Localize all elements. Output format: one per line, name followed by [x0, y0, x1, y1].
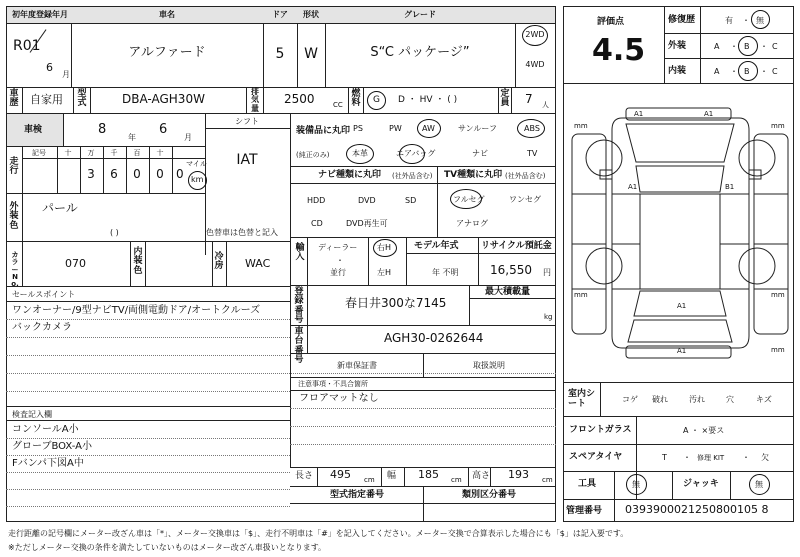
spare-kit: 修理 KIT — [697, 454, 725, 462]
mileage-digit: 3 — [87, 167, 95, 181]
sales-point-line1: ワンオーナー/9型ナビTV/両側電動ドア/オートクルーズ — [12, 305, 261, 316]
first-reg-header: 初年度登録年月 — [12, 10, 68, 19]
mileage-digit: 0 — [176, 167, 184, 181]
import-dealer: ディーラー — [318, 243, 358, 252]
tailgate — [628, 320, 732, 342]
left-side-panel — [572, 134, 606, 334]
seat-item: キズ — [756, 395, 772, 404]
width-header: 幅 — [387, 471, 397, 481]
recycle-unit: 円 — [543, 268, 551, 277]
insp-year: 8 — [98, 122, 107, 137]
equip-ps: PS — [353, 124, 363, 133]
exterior-grade-header: 外装 — [668, 41, 687, 51]
fuel-options: D ・ HV ・ ( ) — [398, 95, 458, 105]
capacity-header: 定員 — [500, 89, 510, 109]
displacement-header: 排気量 — [251, 87, 259, 113]
tv-header: TV種類に丸印 — [444, 170, 503, 180]
first-reg-era: R01 — [13, 38, 41, 54]
nav-dvd-play: DVD再生可 — [346, 219, 388, 228]
tv-sub: (社外品含む) — [505, 172, 546, 180]
tv-oneseg: ワンセグ — [509, 195, 541, 204]
inspector-header: 検査記入欄 — [12, 410, 52, 419]
grade-option: B — [744, 42, 750, 51]
equip-aw: AW — [422, 124, 435, 133]
mgmt-no-header: 管理番号 — [566, 506, 603, 516]
jack-header: ジャッキ — [683, 479, 719, 489]
km-unit: km — [191, 175, 204, 184]
shape-header: 形状 — [303, 10, 319, 19]
insp-month-unit: 月 — [184, 133, 192, 142]
damage-mark: A1 — [634, 110, 644, 118]
spare-header: スペアタイヤ — [569, 452, 623, 462]
displacement-value: 2500 — [284, 92, 315, 106]
fuel-g: G — [373, 95, 380, 105]
shape-value: W — [304, 46, 318, 62]
seat-item: コゲ — [622, 395, 638, 404]
mileage-unit-label: 万 — [87, 149, 95, 157]
mgmt-no-value: 0393900021250800105 8 — [625, 503, 769, 516]
model-year-value: 年 不明 — [432, 268, 459, 277]
front-left-wheel — [586, 140, 622, 176]
recycle-value: 16,550 — [490, 263, 532, 277]
aircon-header: 冷房 — [214, 252, 224, 272]
shift-value: IAT — [236, 152, 258, 168]
tv-fullseg: フルセグ — [453, 195, 485, 204]
chassis-value: AGH30-0262644 — [384, 331, 484, 345]
first-reg-month: 6 — [46, 61, 53, 74]
repair-no: 無 — [756, 16, 764, 25]
mileage-unit-label: 百 — [133, 149, 141, 157]
damage-mark: A1 — [677, 302, 687, 310]
interior-color-header: 内装色 — [133, 247, 143, 276]
capacity-value: 7 — [525, 92, 533, 106]
mm-label: mm — [771, 346, 785, 354]
nav-dvd: DVD — [358, 196, 376, 205]
width-unit: cm — [451, 476, 462, 484]
grade-option: C — [772, 67, 778, 76]
recycle-header: リサイクル預託金 — [481, 241, 552, 251]
width-value: 185 — [418, 468, 439, 481]
height-unit: cm — [542, 476, 553, 484]
spare-ketsu: 欠 — [761, 453, 769, 462]
grade-option: C — [772, 42, 778, 51]
exterior-color-value: パール — [42, 201, 78, 215]
left-h: 左H — [377, 268, 392, 277]
windshield-header: フロントガラス — [569, 425, 632, 435]
mileage-header: 走行 — [9, 157, 19, 177]
seat-item: 破れ — [652, 395, 668, 404]
tv-analog: アナログ — [456, 219, 488, 228]
mileage-unit-label: 十 — [156, 149, 164, 157]
max-load-header: 最大積載量 — [485, 287, 531, 297]
footer-note-2: ※ただしメーター交換の条件を満たしていないものはメーター改ざん車扱いとなります。 — [8, 543, 327, 552]
repair-yes: 有 — [725, 16, 733, 25]
drive-4wd: 4WD — [525, 60, 545, 69]
equip-tv: TV — [527, 149, 538, 158]
tools-header: 工具 — [578, 479, 597, 489]
insp-year-unit: 年 — [128, 133, 136, 142]
inspection-header: 車検 — [24, 125, 43, 135]
right-side-panel — [754, 134, 788, 334]
category-no-header: 類別区分番号 — [461, 490, 517, 500]
mm-label: mm — [574, 122, 588, 130]
sales-point-line2: バックカメラ — [12, 322, 72, 333]
chassis-header: 車台番号 — [294, 327, 304, 366]
car-name-value: アルファード — [128, 45, 206, 60]
damage-mark: A1 — [677, 347, 687, 355]
shift-header: シフト — [235, 117, 259, 126]
color-no-value: 070 — [65, 257, 86, 270]
front-right-wheel — [739, 140, 775, 176]
tools-value: 無 — [632, 480, 640, 489]
spare-dot: ・ — [742, 453, 750, 462]
import-dot: ・ — [336, 256, 344, 265]
exterior-color-header: 外装色 — [9, 202, 19, 231]
grade-option: A — [714, 42, 720, 51]
notes-line1: フロアマットなし — [299, 393, 379, 404]
drive-2wd: 2WD — [525, 30, 545, 39]
car-name-header: 車名 — [159, 10, 175, 19]
score-value: 4.5 — [592, 33, 646, 68]
mm-label: mm — [574, 291, 588, 299]
capacity-unit: 人 — [542, 101, 549, 109]
equip-leather: 本革 — [352, 149, 368, 158]
equip-pw: PW — [389, 124, 402, 133]
grade-option: ・ — [760, 67, 768, 76]
inspector-line2: グローブBOX-A小 — [12, 441, 92, 452]
spare-dot: ・ — [683, 453, 691, 462]
length-value: 495 — [330, 468, 351, 481]
mileage-unit-label: 十 — [64, 149, 72, 157]
car-damage-diagram — [564, 84, 793, 382]
grade-option: B — [744, 67, 750, 76]
grade-header: グレード — [404, 10, 436, 19]
purpose-value: 自家用 — [30, 93, 63, 106]
score-header: 評価点 — [597, 17, 625, 27]
nav-header: ナビ種類に丸印 — [318, 170, 382, 180]
purpose-header: 車歴 — [9, 89, 19, 109]
repair-dot: ・ — [742, 16, 750, 25]
spare-t: T — [662, 453, 667, 462]
nav-hdd: HDD — [307, 196, 326, 205]
sales-point-header: セールスポイント — [12, 290, 76, 299]
grade-option: ・ — [760, 42, 768, 51]
equip-sunroof: サンルーフ — [458, 124, 497, 133]
jack-value: 無 — [755, 480, 763, 489]
length-header: 長さ — [295, 471, 314, 481]
model-header: 型式 — [77, 89, 87, 109]
model-cert-header: 型式指定番号 — [329, 490, 385, 500]
grade-option: ・ — [730, 67, 738, 76]
model-value: DBA-AGH30W — [122, 92, 205, 106]
owner-manual: 取扱説明 — [473, 361, 505, 370]
mm-label: mm — [771, 291, 785, 299]
fuel-header: 燃料 — [351, 89, 361, 109]
reg-no-value: 春日井300な7145 — [345, 296, 447, 310]
grade-option: A — [714, 67, 720, 76]
interior-grade-header: 内装 — [668, 66, 687, 76]
length-unit: cm — [364, 476, 375, 484]
displacement-unit: CC — [333, 101, 343, 109]
grade-option: ・ — [730, 42, 738, 51]
roof — [640, 194, 720, 289]
car-body-outline — [612, 118, 749, 348]
new-warranty: 新車保証書 — [337, 361, 377, 370]
mm-label: mm — [771, 122, 785, 130]
mileage-unit-label: 千 — [110, 149, 118, 157]
nav-sub: (社外品含む) — [392, 172, 433, 180]
damage-mark: A1 — [704, 110, 714, 118]
mileage-digit: 6 — [110, 167, 118, 181]
first-reg-month-unit: 月 — [62, 70, 70, 79]
damage-mark: A1 — [628, 183, 638, 191]
seat-item: 汚れ — [689, 395, 705, 404]
footer-note-1: 走行距離の記号欄にメーター改ざん車は「*」、メーター交換車は「$」、走行不明車は「#」を記入してください。メーター交換で合算表示した場合にも「$」は記入要です。 — [8, 529, 629, 538]
reg-no-header: 登録番号 — [294, 287, 304, 326]
rear-left-wheel — [586, 248, 622, 284]
door-header: ドア — [272, 10, 288, 19]
equip-abs: ABS — [524, 124, 540, 133]
inspector-line3: Fバンパ下図A中 — [12, 458, 84, 469]
damage-mark: B1 — [725, 183, 735, 191]
nav-cd: CD — [311, 219, 323, 228]
color-change-note: 色替車は色替と記入 — [206, 228, 278, 237]
windshield — [636, 166, 724, 192]
import-header: 輸入 — [295, 243, 305, 263]
mileage-digit: 0 — [156, 167, 164, 181]
nav-sd: SD — [405, 196, 417, 205]
notes-header: 注意事項・不具合箇所 — [298, 380, 368, 388]
right-h: 右H — [377, 243, 392, 252]
door-value: 5 — [275, 46, 285, 62]
insp-month: 6 — [159, 122, 168, 137]
color-change-paren: ( ) — [110, 228, 119, 237]
height-value: 193 — [508, 468, 529, 481]
grade-value: S“C パッケージ” — [370, 45, 470, 60]
equip-navi: ナビ — [472, 149, 488, 158]
mileage-unit-label: マイル — [186, 160, 207, 168]
record-no-header: 記号 — [32, 149, 46, 157]
equipment-header: 装備品に丸印 — [296, 126, 351, 136]
inspector-line1: コンソールA小 — [12, 424, 79, 435]
model-year-header: モデル年式 — [414, 241, 459, 251]
max-load-unit: kg — [544, 313, 553, 321]
color-no-header: カラーNo. — [11, 251, 19, 289]
equip-airbag: エアバッグ — [396, 149, 436, 158]
hood — [626, 124, 734, 162]
windshield-value: A ・ ×要ス — [683, 426, 725, 435]
rear-right-wheel — [739, 248, 775, 284]
height-header: 高さ — [472, 471, 491, 481]
interior-sheet-header: 室内シート — [568, 389, 596, 409]
seat-item: 穴 — [726, 395, 734, 404]
aircon-value: WAC — [245, 257, 271, 270]
mileage-digit: 0 — [133, 167, 141, 181]
import-parallel: 並行 — [330, 268, 346, 277]
equipment-sub: (純正のみ) — [296, 151, 330, 159]
repair-header: 修復歴 — [668, 15, 696, 25]
